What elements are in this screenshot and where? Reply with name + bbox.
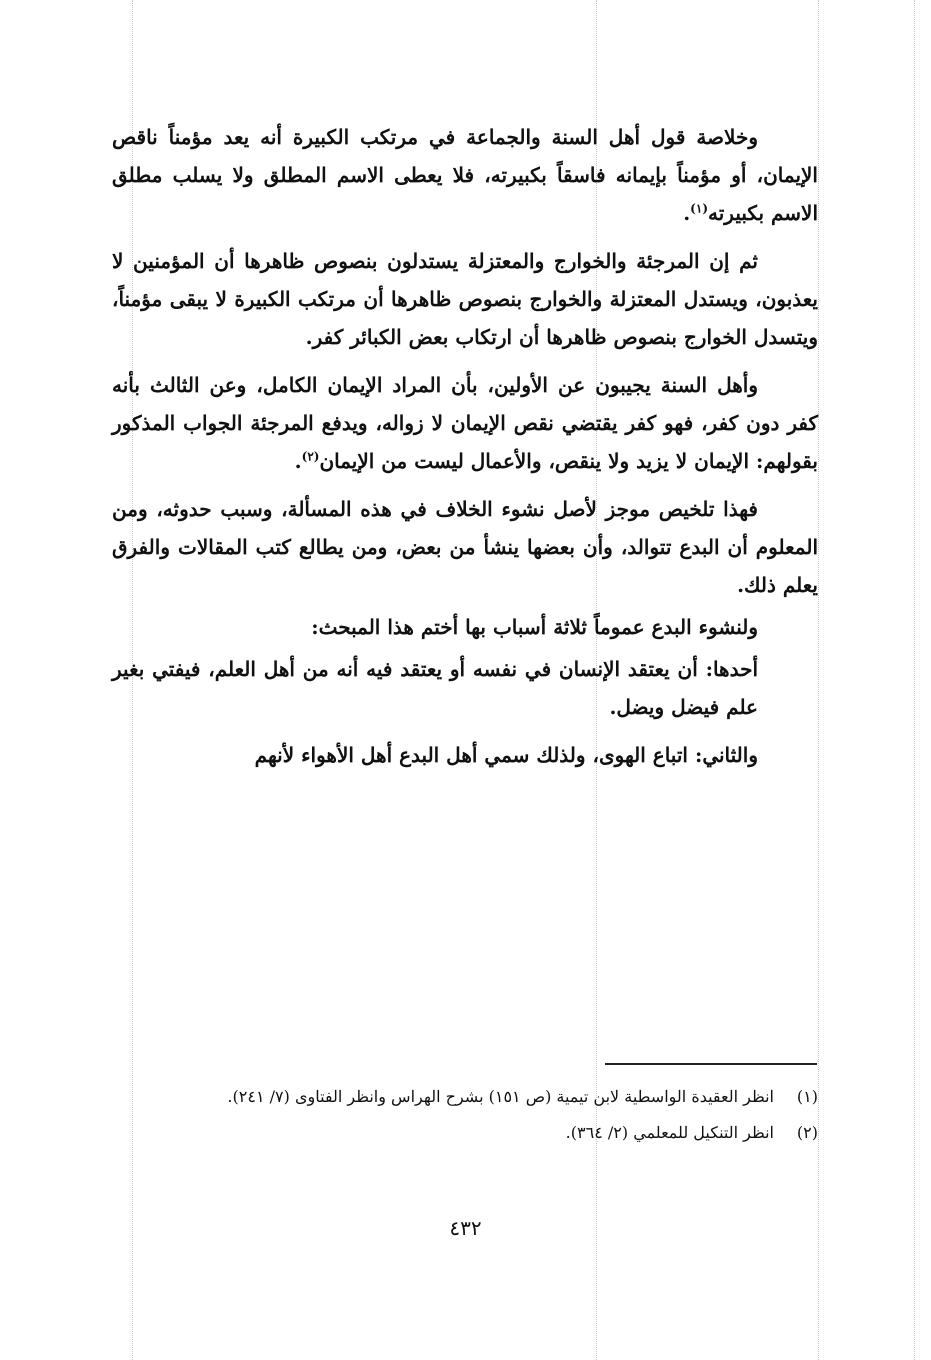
list-item-2-text: اتباع الهوى، ولذلك سمي أهل البدع أهل الأهواء لأنهم xyxy=(254,743,688,767)
footnote-separator xyxy=(605,1063,817,1065)
footnote-ref-1[interactable]: (١) xyxy=(690,201,708,216)
page-body xyxy=(112,118,818,774)
list-item-1 xyxy=(112,650,818,726)
paragraph-1 xyxy=(112,118,818,232)
paragraph-3 xyxy=(112,366,818,480)
paragraph-3-text: وأهل السنة يجيبون عن الأولين، بأن المراد الإيمان الكامل، وعن الثالث بأنه كفر دون كفر، فهو كفر يقتضي نقص الإيمان لا زواله، ويدفع المرجئة الجواب المذكور بقولهم: الإيمان لا يزيد ولا ينقص، والأعمال ليست من الإيمان xyxy=(112,373,818,473)
paragraph-3-end: . xyxy=(294,449,302,473)
list-item-2 xyxy=(112,736,818,774)
footnote-1-number: (١) xyxy=(796,1087,818,1106)
paragraph-4: فهذا تلخيص موجز لأصل نشوء الخلاف في هذه المسألة، وسبب حدوثه، ومن المعلوم أن البدع تتوالد، وأن بعضها ينشأ من بعض، ومن يطالع كتب المقالات والفرق يعلم ذلك. xyxy=(112,497,818,597)
paragraph-1-end: . xyxy=(683,201,691,225)
footnote-2-text: انظر التنكيل للمعلمي (٢/ ٣٦٤). xyxy=(565,1123,774,1142)
footnote-1 xyxy=(112,1082,818,1112)
paragraph-2: ثم إن المرجئة والخوارج والمعتزلة يستدلون بنصوص ظاهرها أن المؤمنين لا يعذبون، ويستدل المعتزلة والخوارج بنصوص ظاهرها أن مرتكب الكبيرة لا يبقى مؤمناً، ويتسدل الخوارج بنصوص ظاهرها أن ارتكاب بعض الكبائر كفر. xyxy=(112,249,819,349)
page-number: ٤٣٢ xyxy=(449,1216,482,1240)
paragraph-1-text: وخلاصة قول أهل السنة والجماعة في مرتكب الكبيرة أنه يعد مؤمناً ناقص الإيمان، أو مؤمناً بإيمانه فاسقاً بكبيرته، فلا يعطى الاسم المطلق ولا يسلب مطلق الاسم بكبيرته xyxy=(112,125,818,225)
list-item-1-text: أن يعتقد الإنسان في نفسه أو يعتقد فيه أنه من أهل العلم، فيفتي بغير علم فيضل ويضل. xyxy=(112,657,758,719)
footnote-ref-2[interactable]: (٢) xyxy=(301,449,320,464)
footnote-2 xyxy=(112,1118,818,1148)
footnote-1-text: انظر العقيدة الواسطية لابن تيمية (ص ١٥١) بشرح الهراس وانظر الفتاوى (٧/ ٢٤١). xyxy=(227,1087,774,1106)
footnotes xyxy=(112,1082,818,1154)
scan-line xyxy=(914,0,915,1360)
list-item-2-lead: والثاني: xyxy=(694,743,758,767)
list-item-1-lead: أحدها: xyxy=(705,657,759,681)
paragraph-5: ولنشوء البدع عموماً ثلاثة أسباب بها أختم هذا المبحث: xyxy=(311,615,758,639)
footnote-2-number: (٢) xyxy=(796,1123,818,1142)
scan-line xyxy=(818,0,819,1360)
